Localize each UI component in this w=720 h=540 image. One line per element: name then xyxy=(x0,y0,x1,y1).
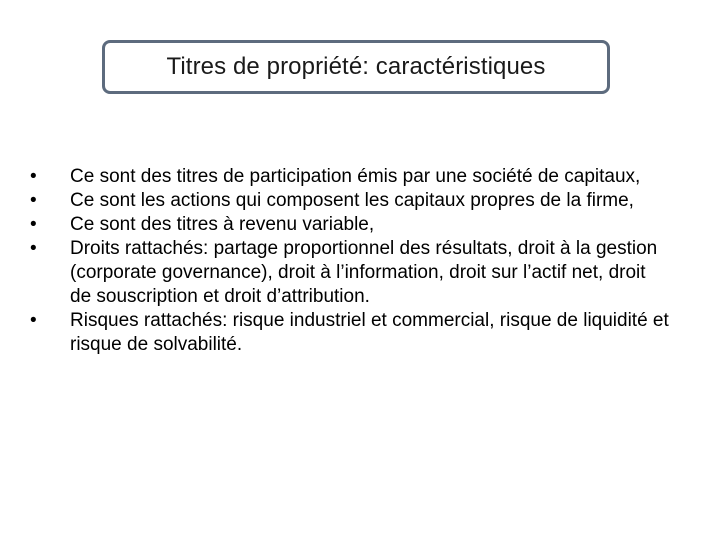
bullet-icon: • xyxy=(30,310,37,331)
bullet-item xyxy=(30,309,670,357)
bullet-text: Droits rattachés: partage proportionnel des résultats, droit à la gestion (corporate governance), droit à l’information, droit sur l’actif net, droit de souscription et droit d’attribution. xyxy=(70,238,658,307)
bullet-icon: • xyxy=(30,238,37,259)
bullet-list xyxy=(30,165,670,357)
bullet-item xyxy=(30,189,670,213)
bullet-text: Ce sont les actions qui composent les capitaux propres de la firme, xyxy=(70,190,634,211)
bullet-text: Ce sont des titres à revenu variable, xyxy=(70,214,375,235)
bullet-icon: • xyxy=(30,166,37,187)
bullet-item xyxy=(30,213,670,237)
bullet-text: Ce sont des titres de participation émis par une société de capitaux, xyxy=(70,166,641,187)
bullet-item xyxy=(30,237,670,309)
bullet-icon: • xyxy=(30,190,37,211)
slide-title-box xyxy=(102,40,610,94)
bullet-text: Risques rattachés: risque industriel et commercial, risque de liquidité et risque de solvabilité. xyxy=(70,310,669,355)
slide-title: Titres de propriété: caractéristiques xyxy=(166,53,546,80)
bullet-icon: • xyxy=(30,214,37,235)
bullet-item xyxy=(30,165,670,189)
